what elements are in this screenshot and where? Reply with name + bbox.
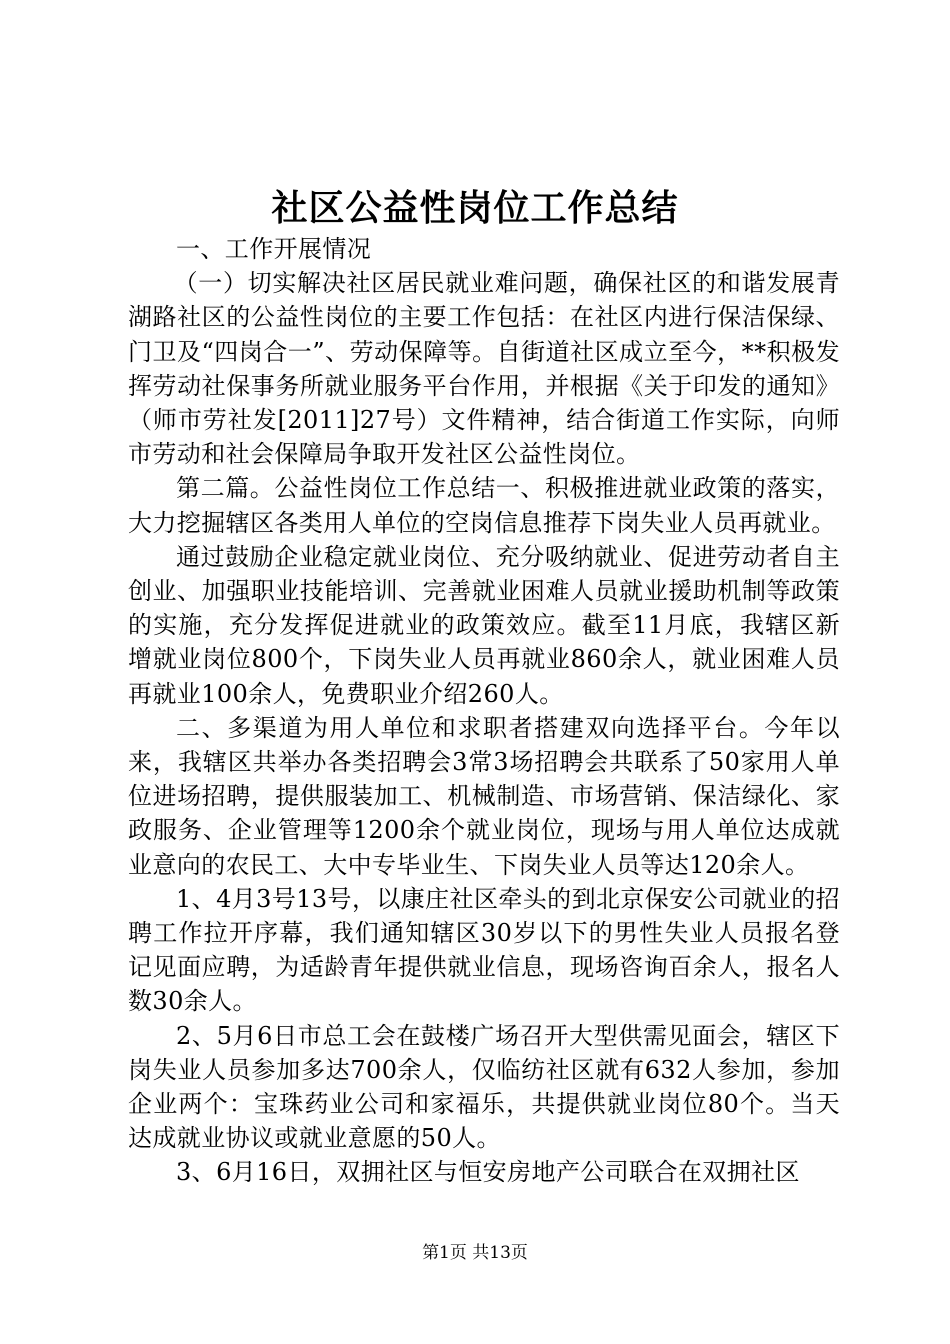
paragraph: 3、6月16日，双拥社区与恒安房地产公司联合在双拥社区 xyxy=(176,1158,800,1187)
page-number-footer: 第1页 共13页 xyxy=(422,1243,528,1263)
paragraph: 2、5月6日市总工会在鼓楼广场召开大型供需见面会，辖区下岗失业人员参加多达700余人，仅临纺社区就有632人参加，参加企业两个：宝珠药业公司和家福乐，共提供就业岗位80个。当天达成就业协议或就业意愿的50人。 xyxy=(128,1021,840,1153)
paragraph: 二、多渠道为用人单位和求职者搭建双向选择平台。今年以来，我辖区共举办各类招聘会3常3场招聘会共联系了50家用人单位进场招聘，提供服装加工、机械制造、市场营销、保洁绿化、家政服务、企业管理等1200余个就业岗位，现场与用人单位达成就业意向的农民工、大中专毕业生、下岗失业人员等达120余人。 xyxy=(128,713,840,879)
paragraph: 通过鼓励企业稳定就业岗位、充分吸纳就业、促进劳动者自主创业、加强职业技能培训、完善就业困难人员就业援助机制等政策的实施，充分发挥促进就业的政策效应。截至11月底，我辖区新增就业岗位800个，下岗失业人员再就业860余人，就业困难人员再就业100余人，免费职业介绍260人。 xyxy=(128,542,840,708)
document-body xyxy=(128,232,840,1190)
document-title: 社区公益性岗位工作总结 xyxy=(271,187,679,229)
paragraph: 第二篇。公益性岗位工作总结一、积极推进就业政策的落实，大力挖掘辖区各类用人单位的空岗信息推荐下岗失业人员再就业。 xyxy=(128,474,840,537)
section-heading: 一、工作开展情况 xyxy=(176,235,372,263)
paragraph: （一）切实解决社区居民就业难问题，确保社区的和谐发展青湖路社区的公益性岗位的主要工作包括：在社区内进行保洁保绿、门卫及“四岗合一”、劳动保障等。自街道社区成立至今，**积极发挥劳动社保事务所就业服务平台作用，并根据《关于印发的通知》（师市劳社发[2011]27号）文件精神，结合街道工作实际，向师市劳动和社会保障局争取开发社区公益性岗位。 xyxy=(128,269,840,469)
paragraph: 1、4月3号13号，以康庄社区牵头的到北京保安公司就业的招聘工作拉开序幕，我们通知辖区30岁以下的男性失业人员报名登记见面应聘，为适龄青年提供就业信息，现场咨询百余人，报名人数30余人。 xyxy=(128,884,840,1016)
